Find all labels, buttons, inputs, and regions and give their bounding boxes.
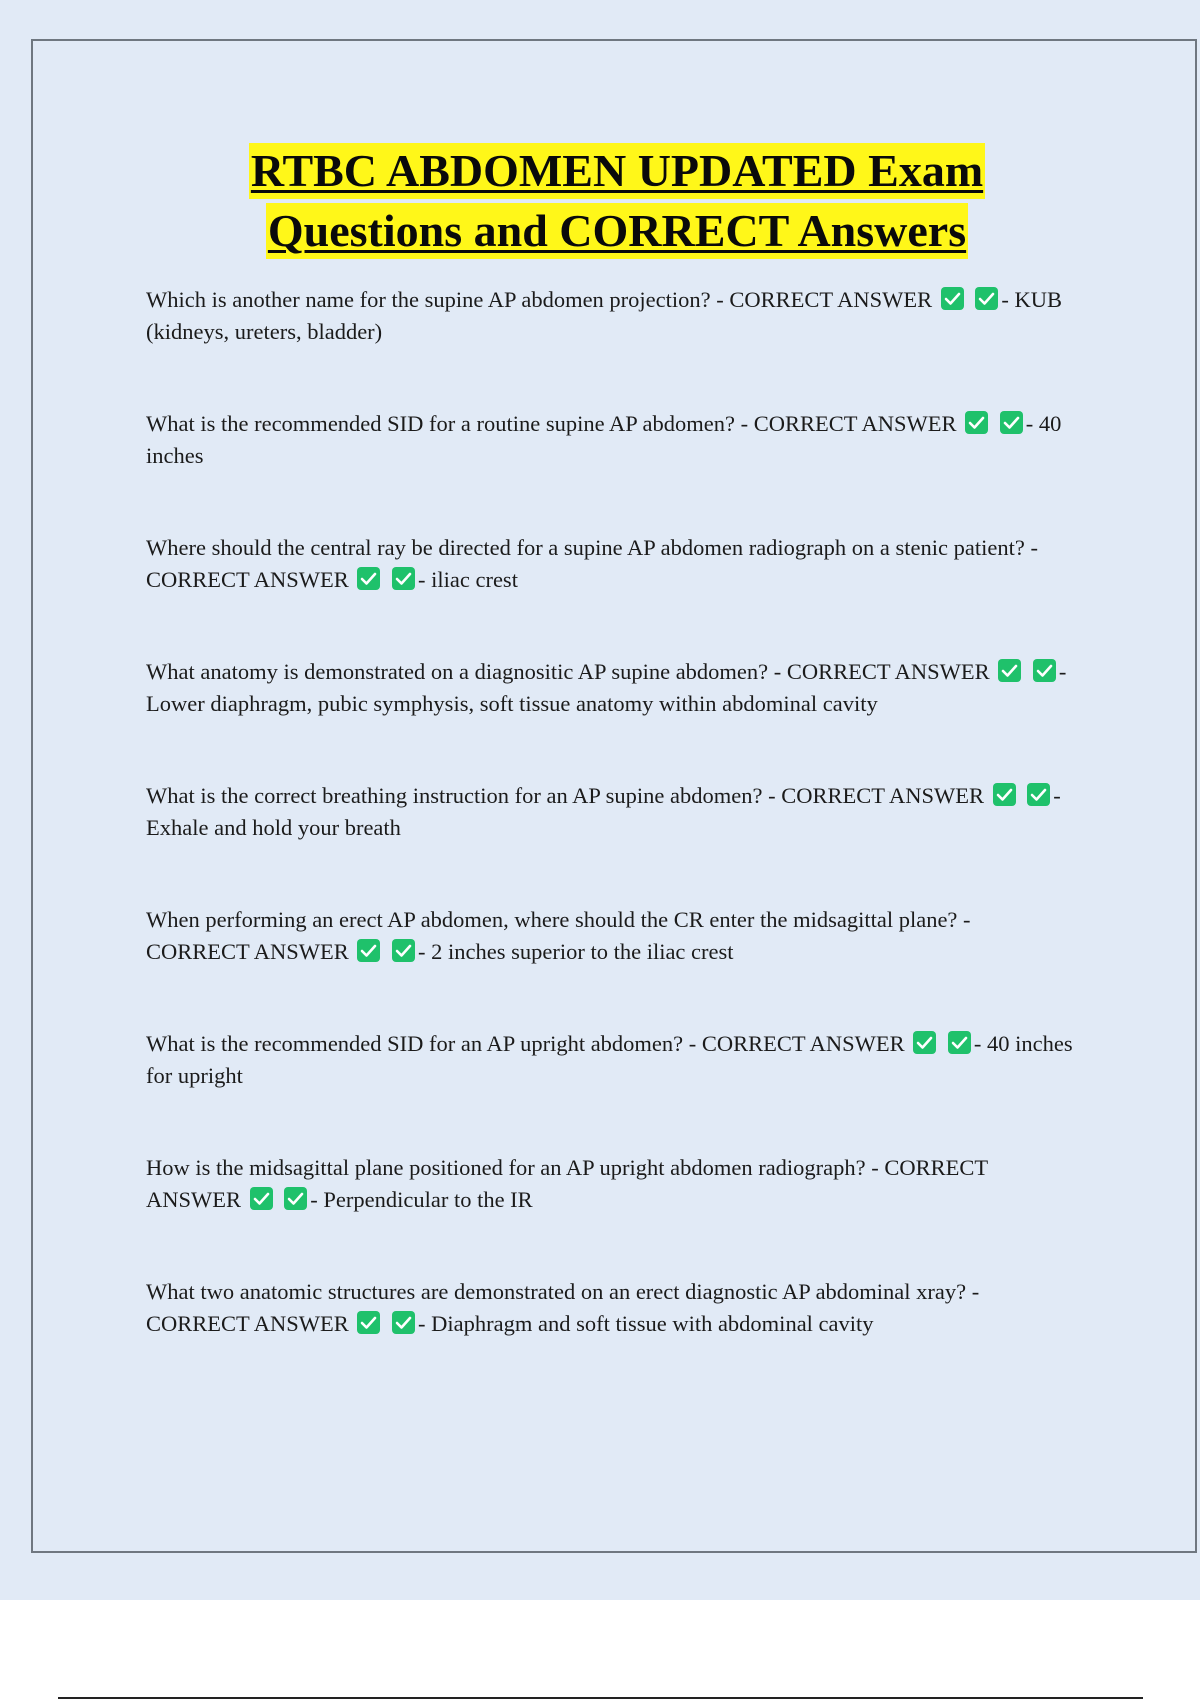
footer-divider: [58, 1697, 1143, 1699]
question-text: When performing an erect AP abdomen, where should the CR enter the midsagittal plane? - CORRECT ANSWER: [146, 907, 971, 964]
check-mark-icon: [975, 287, 998, 310]
check-mark-icon: [357, 567, 380, 590]
question-text: What is the correct breathing instruction for an AP supine abdomen? - CORRECT ANSWER: [146, 783, 984, 808]
qa-item: [146, 1276, 1076, 1340]
check-mark-icon: [941, 287, 964, 310]
question-text: What anatomy is demonstrated on a diagnositic AP supine abdomen? - CORRECT ANSWER: [146, 659, 990, 684]
check-mark-icon: [1033, 659, 1056, 682]
question-text: What is the recommended SID for a routine supine AP abdomen? - CORRECT ANSWER: [146, 411, 957, 436]
answer-text: - KUB (kidneys, ureters, bladder): [146, 287, 1062, 344]
check-mark-icon: [998, 659, 1021, 682]
qa-item: [146, 532, 1076, 596]
check-mark-icon: [392, 1311, 415, 1334]
question-text: How is the midsagittal plane positioned for an AP upright abdomen radiograph? - CORRECT ANSWER: [146, 1155, 988, 1212]
qa-item: [146, 780, 1076, 844]
check-mark-icon: [357, 1311, 380, 1334]
answer-text: - Exhale and hold your breath: [146, 783, 1061, 840]
qa-item: [146, 284, 1076, 348]
check-mark-icon: [965, 411, 988, 434]
qa-item: [146, 904, 1076, 968]
title-line-2: Questions and CORRECT Answers: [266, 203, 968, 259]
check-mark-icon: [250, 1187, 273, 1210]
question-text: Where should the central ray be directed for a supine AP abdomen radiograph on a stenic patient? - CORRECT ANSWER: [146, 535, 1038, 592]
question-text: Which is another name for the supine AP abdomen projection? - CORRECT ANSWER: [146, 287, 933, 312]
answer-text: - 2 inches superior to the iliac crest: [418, 939, 734, 964]
answer-text: - Lower diaphragm, pubic symphysis, soft tissue anatomy within abdominal cavity: [146, 659, 1067, 716]
document-title: [0, 143, 1200, 263]
check-mark-icon: [1027, 783, 1050, 806]
check-mark-icon: [993, 783, 1016, 806]
check-mark-icon: [1000, 411, 1023, 434]
answer-text: - iliac crest: [418, 567, 518, 592]
qa-item: [146, 656, 1076, 720]
answer-text: - Diaphragm and soft tissue with abdominal cavity: [418, 1311, 874, 1336]
check-mark-icon: [392, 939, 415, 962]
check-mark-icon: [357, 939, 380, 962]
qa-item: [146, 1152, 1076, 1216]
answer-text: - 40 inches for upright: [146, 1031, 1073, 1088]
qa-item: [146, 408, 1076, 472]
check-mark-icon: [284, 1187, 307, 1210]
question-answer-list: [146, 284, 1076, 1400]
check-mark-icon: [913, 1031, 936, 1054]
answer-text: - 40 inches: [146, 411, 1062, 468]
question-text: What is the recommended SID for an AP upright abdomen? - CORRECT ANSWER: [146, 1031, 905, 1056]
check-mark-icon: [948, 1031, 971, 1054]
question-text: What two anatomic structures are demonstrated on an erect diagnostic AP abdominal xray? - CORRECT ANSWER: [146, 1279, 980, 1336]
check-mark-icon: [392, 567, 415, 590]
qa-item: [146, 1028, 1076, 1092]
title-line-1: RTBC ABDOMEN UPDATED Exam: [249, 143, 985, 199]
answer-text: - Perpendicular to the IR: [310, 1187, 533, 1212]
